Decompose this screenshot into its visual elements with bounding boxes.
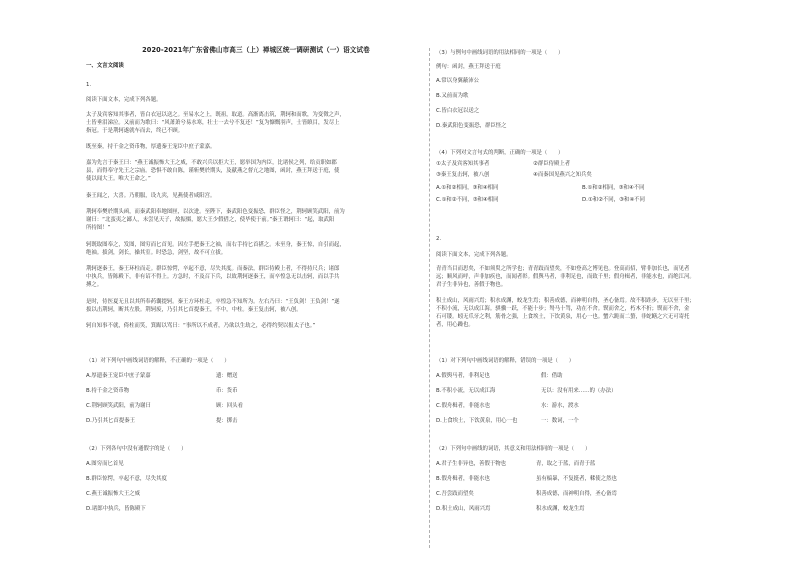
option-gloss: 假：借助 bbox=[541, 373, 563, 379]
sentence-item: ②群臣侍殿上者 bbox=[533, 161, 571, 167]
answer-option-b[interactable]: B.①和②相同，③和④不同 bbox=[582, 185, 645, 191]
passage-intro: 阅读下面文本，完成下列各题。 bbox=[436, 252, 512, 258]
option-gloss: 遗：赠送 bbox=[216, 373, 238, 379]
sentence-item: ①太子及宾客知其事者 bbox=[436, 161, 490, 167]
passage-line: 绝袖。拔剑，剑长，操其室。时恐急，剑坚，故不可立拔。 bbox=[86, 250, 227, 256]
example-sentence: 例句：函封，燕王拜送于庭 bbox=[436, 64, 501, 70]
passage-intro: 阅读下面文本，完成下列各题。 bbox=[86, 97, 162, 103]
passage-line: 积土成山，风雨兴焉；积水成渊，蛟龙生焉；积善成德，而神明自得，圣心备焉。故不积跬步，无以至千里； bbox=[436, 298, 695, 304]
right-column bbox=[436, 0, 781, 562]
passage-line: 指冠。于是荆轲遂就车而去，终已不顾。 bbox=[86, 128, 184, 134]
answer-option-a[interactable]: A.①和②相同，③和④相同 bbox=[436, 185, 499, 191]
answer-option-b[interactable]: B.不积小流，无以成江海 bbox=[436, 388, 496, 394]
passage-line: 是时，侍医夏无且以其所奉药囊提轲。秦王方环柱走，卒惶急不知所为。左右乃曰：“王负剑！王负剑！”遂 bbox=[86, 299, 340, 305]
passage-line: 嘉为先言于秦王曰：“燕王诚振怖大王之威，不敢兴兵以拒大王，愿举国为内臣，比诸侯之列，给贡职如郡 bbox=[86, 160, 337, 166]
passage-line: 者，用心躁也。 bbox=[436, 322, 474, 328]
passage-line: 轲既取图奉之，发图，图穷而匕首见。因左手把秦王之袖，而右手持匕首揕之。未至身，秦王惊，自引而起， bbox=[86, 242, 345, 248]
answer-option-b[interactable]: B.又前而为歌 bbox=[436, 93, 469, 99]
answer-option-c[interactable]: C.燕王诚振怖大王之威 bbox=[86, 491, 140, 497]
answer-option-b[interactable]: B.群臣惊愕，卒起不意，尽失其度 bbox=[86, 476, 167, 482]
option-compare: 积善成德，而神明自得，圣心备焉 bbox=[536, 491, 617, 497]
option-gloss: 无以：没有用来……的（办法） bbox=[541, 388, 617, 394]
passage-line: 搏之。 bbox=[86, 282, 103, 288]
question-stem: （3）与例句中画线词语的用法相同的一项是（ ） bbox=[436, 50, 564, 56]
answer-option-c[interactable]: C.吾尝跂而望矣 bbox=[436, 491, 474, 497]
answer-option-d[interactable]: D.乃引其匕首提秦王 bbox=[86, 418, 135, 424]
question-stem: （2）下列句中画线的词语，其意义和用法相同的一项是（ ） bbox=[436, 446, 591, 452]
answer-option-c[interactable]: C.假舟楫者，非能水也 bbox=[436, 403, 490, 409]
passage-line: 不积小流，无以成江海。骐骥一跃，不能十步；驽马十驾，功在不舍。锲而舍之，朽木不折；锲而不舍，金 bbox=[436, 306, 690, 312]
answer-option-d[interactable]: D.上食埃土，下饮黄泉，用心一也 bbox=[436, 418, 518, 424]
left-column bbox=[86, 0, 426, 562]
passage-line: 轲自知事不就，倚柱而笑，箕踞以骂曰：“事所以不成者，乃欲以生劫之，必得约契以报太子也。” bbox=[86, 323, 316, 329]
passage-line: 君子生非异也，善假于物也。 bbox=[436, 282, 507, 288]
passage-line: 远；顺风而呼，声非加疾也，而闻者彰。假舆马者，非利足也，而致千里；假舟楫者，非能水也，而绝江河。 bbox=[436, 274, 695, 280]
passage-line: 荆轲逐秦王，秦王环柱而走。群臣惊愕，卒起不意，尽失其度。而秦法，群臣侍殿上者，不得持尺兵；诸郎 bbox=[86, 266, 340, 272]
answer-option-c[interactable]: C.①和②不同，③和④相同 bbox=[436, 197, 499, 203]
question-stem: （2）下列各句中没有通假字的是（ ） bbox=[86, 446, 187, 452]
passage-line: 拔以击荆轲，断其左股。荆轲废，乃引其匕首提秦王，不中，中柱。秦王复击轲，被八创。 bbox=[86, 307, 302, 313]
sentence-item: ④而秦国见燕兴之知兵矣 bbox=[533, 172, 592, 178]
answer-option-d[interactable]: D.积土成山，风雨兴焉 bbox=[436, 506, 491, 512]
answer-option-b[interactable]: B.假舟楫者，非能水也 bbox=[436, 476, 490, 482]
question-stem: （1）对下列句中画线词语的解释，错误的一项是（ ） bbox=[436, 358, 575, 364]
question-stem: （1）对下列句中画线词语的解释，不正确的一项是（ ） bbox=[86, 358, 230, 364]
answer-option-c[interactable]: C.皆白衣冠以送之 bbox=[436, 108, 480, 114]
question-stem: （4）下列对文言句式的判断，正确的一项是（ ） bbox=[436, 150, 564, 156]
option-compare: 虽有槁暴，不复挺者，輮使之然也 bbox=[536, 476, 617, 482]
passage-line: 县，而得奉守先王之宗庙。恐惧不敢自陈，谨斩樊於期头，及献燕之督亢之地图，函封，燕王拜送于庭，使 bbox=[86, 168, 340, 174]
option-compare: 青，取之于蓝，而青于蓝 bbox=[536, 461, 596, 467]
passage-line: 谢曰：“北蛮夷之鄙人，未尝见天子，故振慑，愿大王少假借之，使毕使于前。”秦王谓轲曰：“起，取武阳 bbox=[86, 217, 335, 223]
answer-option-b[interactable]: B.持千金之资币物 bbox=[86, 388, 130, 394]
passage-line: 青青当目而思矣，不如须臾之所学也；青青跂而望矣，不如登高之博见也。登高而招，臂非加长也，而见者 bbox=[436, 266, 690, 272]
column-divider bbox=[429, 48, 430, 548]
answer-option-a[interactable]: A.假舆马者，非利足也 bbox=[436, 373, 490, 379]
passage-line: 使以闻大王。唯大王命之。” bbox=[86, 176, 151, 182]
answer-option-d[interactable]: D.诸郎中执兵，皆陈殿下 bbox=[86, 506, 146, 512]
answer-option-d[interactable]: D.①和②不同，③和④不同 bbox=[582, 197, 645, 203]
passage-line: 既至秦，持千金之资币物，厚遗秦王宠臣中庶子蒙嘉。 bbox=[86, 144, 216, 150]
option-gloss: 提：掷击 bbox=[216, 418, 238, 424]
passage-line: 荆轲奉樊於期头函，而秦武阳奉地图匣，以次进。至陛下，秦武阳色变振恐，群臣怪之，荆轲顾笑武阳，前为 bbox=[86, 209, 345, 215]
answer-option-a[interactable]: A.厚遗秦王宠臣中庶子蒙嘉 bbox=[86, 373, 151, 379]
passage-line: 士皆垂泪涕泣。又前而为歌曰：“风萧萧兮易水寒，壮士一去兮不复还！”复为慷慨羽声，士皆瞋目，发尽上 bbox=[86, 120, 340, 126]
passage-line: 秦王闻之，大喜。乃朝服，设九宾，见燕使者咸阳宫。 bbox=[86, 193, 216, 199]
option-gloss: 水：游水，渡水 bbox=[541, 403, 579, 409]
answer-option-a[interactable]: A.常以身翼蔽沛公 bbox=[436, 78, 480, 84]
option-compare: 积水成渊，蛟龙生焉 bbox=[536, 506, 585, 512]
section-heading: 一、文言文阅读 bbox=[86, 63, 124, 69]
question-number: 1. bbox=[86, 82, 92, 88]
option-gloss: 顾：回头看 bbox=[216, 403, 243, 409]
exam-title: 2020-2021年广东省佛山市高三（上）禅城区统一调研测试（一）语文试卷 bbox=[142, 46, 370, 54]
answer-option-a[interactable]: A.图穷而匕首见 bbox=[86, 461, 124, 467]
answer-option-d[interactable]: D.秦武阳色变振恐，群臣怪之 bbox=[436, 123, 507, 129]
passage-line: 所持图！” bbox=[86, 225, 111, 231]
question-number: 2. bbox=[436, 236, 442, 242]
option-gloss: 币：货币 bbox=[216, 388, 238, 394]
answer-option-a[interactable]: A.君子生非异也，善假于物也 bbox=[436, 461, 506, 467]
passage-line: 太子及宾客知其事者，皆白衣冠以送之。至易水之上，既祖，取道。高渐离击筑，荆轲和而歌，为变徵之声， bbox=[86, 112, 345, 118]
sentence-item: ③秦王复击轲，被八创 bbox=[436, 172, 490, 178]
passage-line: 石可镂。蚓无爪牙之利，筋骨之强，上食埃土，下饮黄泉，用心一也。蟹六跪而二螯，非蛇鳝之穴无可寄托 bbox=[436, 314, 690, 320]
option-gloss: 一：数词，一个 bbox=[541, 418, 579, 424]
passage-line: 中执兵，皆陈殿下，非有诏不得上。方急时，不及召下兵，以故荆轲逐秦王，而卒惶急无以击轲，而以手共 bbox=[86, 274, 340, 280]
answer-option-c[interactable]: C.荆轲顾笑武阳，前为谢曰 bbox=[86, 403, 151, 409]
